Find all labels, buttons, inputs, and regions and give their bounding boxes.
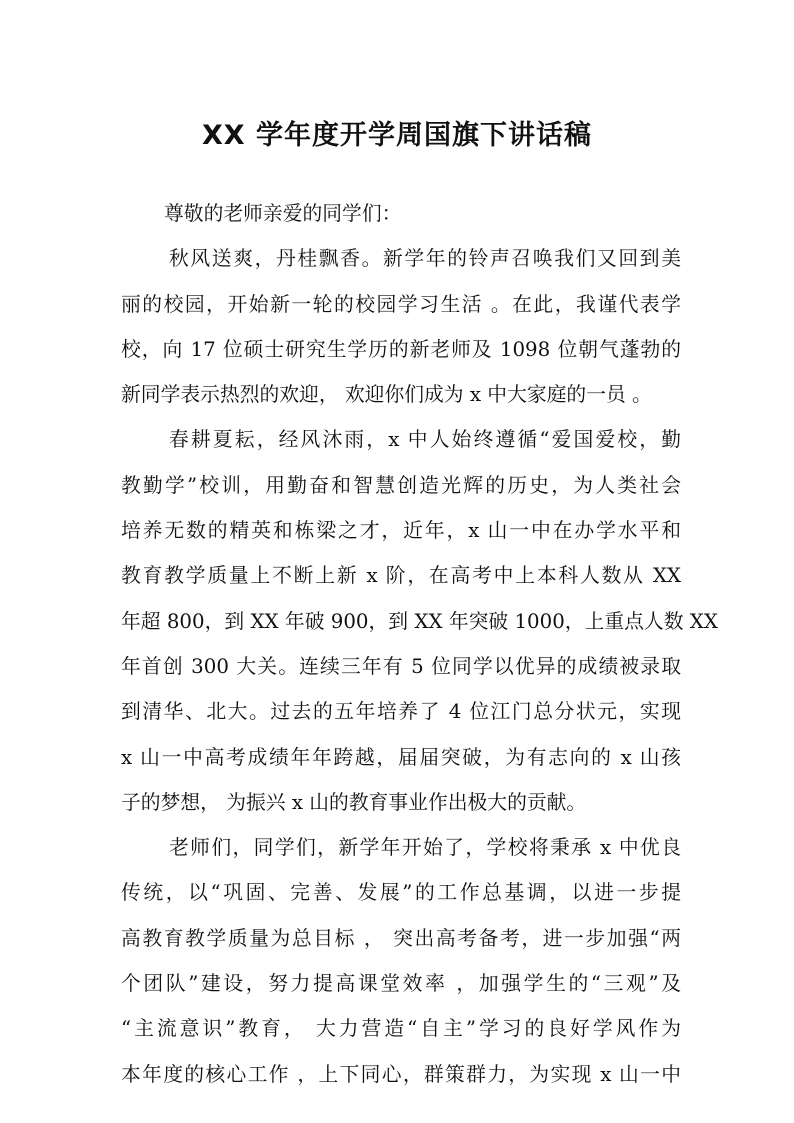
paragraph-3 <box>121 825 681 1097</box>
text-line: 培养无数的精英和栋梁之才，近年，x 山一中在办学水平和 <box>121 519 681 543</box>
text-line: 本年度的核心工作 ，上下同心，群策群力，为实现 x 山一中 <box>121 1062 681 1086</box>
text-line: “主流意识”教育， 大力营造“自主”学习的良好学风作为 <box>121 1017 681 1041</box>
text-line: 年首创 300 大关。连续三年有 5 位同学以优异的成绩被录取 <box>121 654 681 678</box>
text-line: 秋风送爽，丹桂飘香。新学年的铃声召唤我们又回到美 <box>169 247 681 271</box>
text-line: 个团队”建设，努力提高课堂效率 ，加强学生的“三观”及 <box>121 972 681 996</box>
text-line: 教育教学质量上不断上新 x 阶，在高考中上本科人数从 XX <box>121 564 681 588</box>
text-line: x 山一中高考成绩年年跨越，届届突破，为有志向的 x 山孩 <box>121 745 681 769</box>
text-line: 年超 800，到 XX 年破 900，到 XX 年突破 1000，上重点人数 XX <box>121 609 718 633</box>
text-line: 子的梦想， 为振兴 x 山的教育事业作出极大的贡献。 <box>121 790 587 814</box>
text-line: 老师们，同学们，新学年开始了，学校将秉承 x 中优良 <box>169 836 681 860</box>
text-line: 高教育教学质量为总目标 ， 突出高考备考，进一步加强“两 <box>121 926 681 950</box>
text-line: 到清华、北大。过去的五年培养了 4 位江门总分状元，实现 <box>121 700 681 724</box>
paragraph-2 <box>121 417 718 825</box>
text-line: 丽的校园，开始新一轮的校园学习生活 。在此，我谨代表学 <box>121 292 681 316</box>
text-line: 新同学表示热烈的欢迎， 欢迎你们成为 x 中大家庭的一员 。 <box>121 383 652 407</box>
text-line: 教勤学”校训，用勤奋和智慧创造光辉的历史，为人类社会 <box>121 473 681 497</box>
paragraph-1 <box>121 236 681 417</box>
salutation: 尊敬的老师亲爱的同学们： <box>164 202 402 225</box>
text-line: 传统，以“巩固、完善、发展”的工作总基调，以进一步提 <box>121 881 681 905</box>
text-line: 春耕夏耘，经风沐雨，x 中人始终遵循“爱国爱校，勤 <box>169 428 681 452</box>
text-line: 校，向 17 位硕士研究生学历的新老师及 1098 位朝气蓬勃的 <box>121 337 681 361</box>
page-title: XX 学年度开学周国旗下讲话稿 <box>201 120 593 152</box>
document-body <box>121 191 718 1097</box>
